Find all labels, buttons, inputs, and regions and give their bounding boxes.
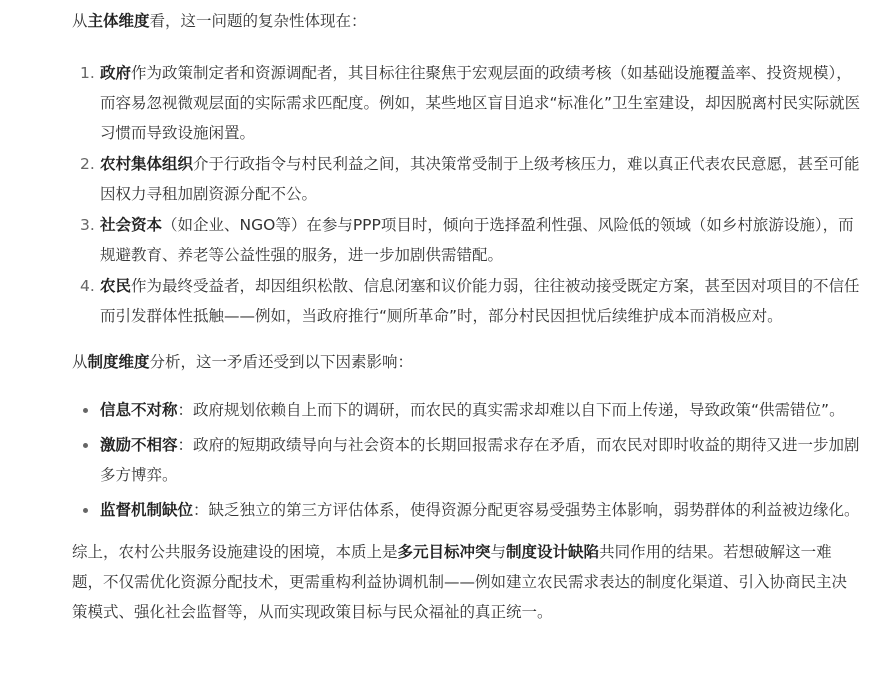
- conclusion-text: 与: [490, 543, 507, 561]
- item-bold-term: 激励不相容: [100, 436, 178, 454]
- factor-item-information: [72, 395, 862, 425]
- intro-bold-term: 主体维度: [87, 12, 150, 30]
- bullet-dot: [83, 508, 88, 513]
- bullet-dot: [83, 443, 88, 448]
- subject-item-farmers: [72, 271, 862, 331]
- item-text: （如企业、NGO等）在参与PPP项目时，倾向于选择盈利性强、风险低的领域（如乡村旅游设施），而规避教育、养老等公益性强的服务，进一步加剧供需错配。: [100, 216, 854, 264]
- item-bold-term: 政府: [100, 64, 132, 82]
- item-text: ：政府的短期政绩导向与社会资本的长期回报需求存在矛盾，而农民对即时收益的期待又进一步加剧多方博弈。: [100, 436, 860, 484]
- conclusion-bold-term: 多元目标冲突: [397, 543, 491, 561]
- subject-item-government: [72, 58, 862, 148]
- factor-item-incentive: [72, 430, 862, 490]
- conclusion-text: 综上，农村公共服务设施建设的困境，本质上是: [72, 543, 398, 561]
- list-number: 1.: [80, 64, 95, 82]
- factor-list: [72, 395, 862, 525]
- subject-item-collective: [72, 149, 862, 209]
- subject-dimension-intro: [72, 6, 862, 36]
- conclusion-bold-term: 制度设计缺陷: [506, 543, 600, 561]
- institution-dimension-intro: [72, 347, 862, 377]
- list-number: 4.: [80, 277, 95, 295]
- document-body: [72, 6, 862, 627]
- item-text: ：缺乏独立的第三方评估体系，使得资源分配更容易受强势主体影响，弱势群体的利益被边缘化。: [193, 501, 860, 519]
- item-text: 作为最终受益者，却因组织松散、信息闭塞和议价能力弱，往往被动接受既定方案，甚至因对项目的不信任而引发群体性抵触——例如，当政府推行“厕所革命”时，部分村民因担忧后续维护成本而消极应对。: [100, 277, 860, 325]
- item-text: 作为政策制定者和资源调配者，其目标往往聚焦于宏观层面的政绩考核（如基础设施覆盖率、投资规模），而容易忽视微观层面的实际需求匹配度。例如，某些地区盲目追求“标准化”卫生室建设，却因脱离村民实际就医习惯而导致设施闲置。: [100, 64, 861, 142]
- intro-text: 从: [72, 12, 88, 30]
- item-bold-term: 农民: [100, 277, 132, 295]
- list-number: 2.: [80, 155, 95, 173]
- subject-list: [72, 58, 862, 331]
- item-text: 介于行政指令与村民利益之间，其决策常受制于上级考核压力，难以真正代表农民意愿，甚至可能因权力寻租加剧资源分配不公。: [100, 155, 860, 203]
- item-bold-term: 监督机制缺位: [100, 501, 194, 519]
- list-number: 3.: [80, 216, 95, 234]
- intro-bold-term: 制度维度: [87, 353, 150, 371]
- item-bold-term: 社会资本: [100, 216, 163, 234]
- intro-text: 从: [72, 353, 88, 371]
- item-bold-term: 农村集体组织: [100, 155, 194, 173]
- conclusion-paragraph: [72, 537, 862, 627]
- bullet-dot: [83, 408, 88, 413]
- conclusion-text: 共同作用的结果。若想破解这一难题，不仅需优化资源分配技术，更需重构利益协调机制——例如建立农民需求表达的制度化渠道、引入协商民主决策模式、强化社会监督等，从而实现政策目标与民众福祉的真正统一。: [72, 543, 848, 621]
- subject-item-social-capital: [72, 210, 862, 270]
- intro-text: 看，这一问题的复杂性体现在：: [149, 12, 367, 30]
- item-bold-term: 信息不对称: [100, 401, 178, 419]
- factor-item-supervision: [72, 495, 862, 525]
- intro-text: 分析，这一矛盾还受到以下因素影响：: [149, 353, 414, 371]
- item-text: ：政府规划依赖自上而下的调研，而农民的真实需求却难以自下而上传递，导致政策“供需错位”。: [177, 401, 845, 419]
